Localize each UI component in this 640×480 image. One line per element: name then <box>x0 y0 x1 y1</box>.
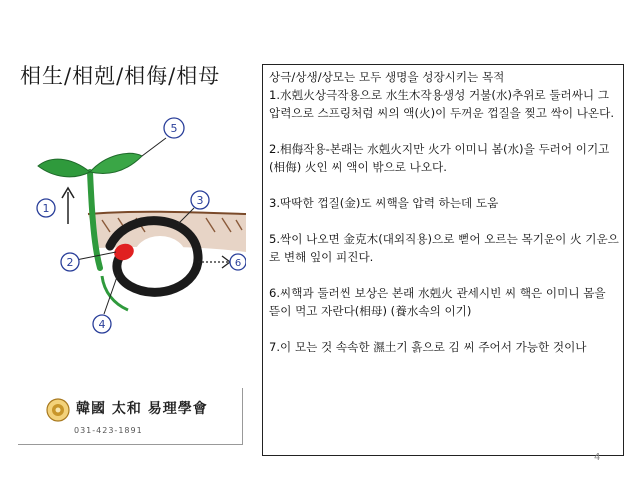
label-3 <box>191 191 209 209</box>
society-name: 韓國 太和 易理學會 <box>76 401 208 417</box>
explanation-paragraph-6: 6.씨핵과 둘러씬 보상은 본래 水剋火 관세시빈 씨 핵은 이미니 몸을 뜯이 먹고 자란다(相母) (養水속의 이기) <box>269 286 606 318</box>
explanation-heading: 상극/상생/상모는 모두 생명을 성장시키는 목적 <box>269 70 505 84</box>
seed-flesh <box>134 236 186 276</box>
taeguk-emblem-icon <box>46 398 70 422</box>
explanation-text-box <box>262 64 624 456</box>
label-2 <box>61 253 79 271</box>
society-logo <box>18 388 243 445</box>
svg-text:4: 4 <box>98 318 106 331</box>
label-4 <box>93 315 111 333</box>
svg-text:1: 1 <box>42 202 50 215</box>
label-6 <box>230 254 246 270</box>
explanation-paragraph-5: 5.싹이 나오면 金克木(대외직용)으로 뻗어 오르는 목기운이 火 기운으로 변해 잎이 피진다. <box>269 232 619 264</box>
page-number: 4 <box>594 452 601 463</box>
label-1 <box>37 199 55 217</box>
right-leaf <box>90 153 142 173</box>
seed-germination-drawing <box>18 96 246 386</box>
label-5 <box>164 118 184 138</box>
svg-text:5: 5 <box>170 122 178 135</box>
explanation-paragraph-2: 2.相侮작용-본래는 水剋火지만 火가 이미니 봄(水)을 두러어 이기고(相侮) 火인 씨 액이 밖으로 나오다. <box>269 142 610 174</box>
society-phone: 031-423-1891 <box>74 426 143 435</box>
svg-text:2: 2 <box>66 256 74 269</box>
growth-arrow <box>62 188 74 224</box>
explanation-paragraph-1: 1.水剋火상극작용으로 水生木작용생성 거불(水)추위로 둘러싸니 그 압력으로 스프링처럼 씨의 액(火)이 두꺼운 껍질을 찢고 싹이 나온다. <box>269 88 614 120</box>
expansion-arrow <box>198 256 230 268</box>
svg-text:3: 3 <box>196 194 204 207</box>
svg-text:6: 6 <box>234 258 242 269</box>
left-leaf <box>38 159 90 177</box>
slide-title: 相生/相剋/相侮/相母 <box>20 64 221 88</box>
explanation-paragraph-7: 7.이 모는 것 속속한 濕土기 흙으로 김 씨 주어서 가능한 것이나 <box>269 340 587 354</box>
explanation-paragraph-3: 3.딱딱한 껍질(金)도 씨핵을 압력 하는데 도움 <box>269 196 499 210</box>
